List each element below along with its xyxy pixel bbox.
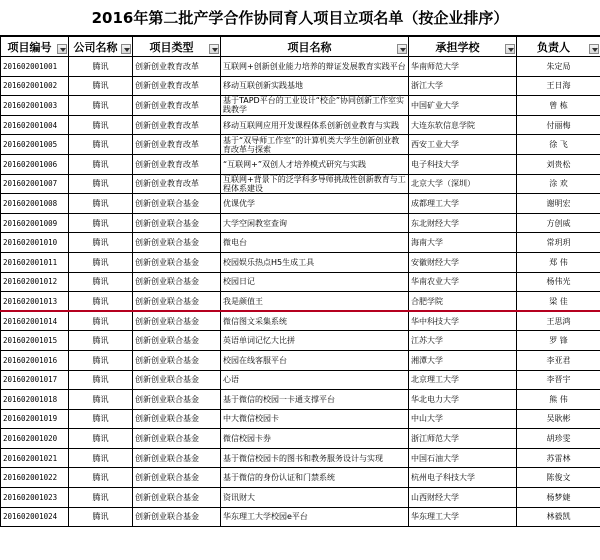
cell-project-name[interactable]: 心语 [221,370,409,390]
cell-project-name[interactable]: 校园日记 [221,272,409,292]
cell-project-name[interactable]: 移动互联创新实践基地 [221,76,409,96]
table-row[interactable] [1,135,600,155]
cell-school[interactable]: 海南大学 [409,233,517,253]
cell-leader[interactable]: 林毅凯 [517,507,600,527]
cell-school[interactable]: 北京理工大学 [409,370,517,390]
cell-project-id[interactable]: 201602001022 [1,468,69,488]
cell-project-id[interactable]: 201602001016 [1,350,69,370]
cell-company[interactable]: 腾讯 [69,115,133,135]
cell-project-type[interactable]: 创新创业教育改革 [133,57,221,77]
cell-leader[interactable]: 徐 飞 [517,135,600,155]
cell-company[interactable]: 腾讯 [69,233,133,253]
cell-project-type[interactable]: 创新创业教育改革 [133,76,221,96]
cell-company[interactable]: 腾讯 [69,96,133,116]
cell-project-id[interactable]: 201602001001 [1,57,69,77]
cell-project-name[interactable]: 基于微信的校园一卡通支撑平台 [221,390,409,410]
cell-company[interactable]: 腾讯 [69,350,133,370]
cell-project-type[interactable]: 创新创业联合基金 [133,272,221,292]
column-header-school [409,37,517,57]
table-row[interactable] [1,292,600,312]
cell-project-name[interactable]: 优课优学 [221,194,409,214]
cell-project-name[interactable]: 我是颜值王 [221,292,409,312]
cell-company[interactable]: 腾讯 [69,292,133,312]
cell-leader[interactable]: 常玥玥 [517,233,600,253]
cell-leader[interactable]: 熊 伟 [517,390,600,410]
cell-project-name[interactable]: 基于微信校园卡的图书和教务服务设计与实现 [221,448,409,468]
column-header-project-id [1,37,69,57]
cell-leader[interactable]: 李晋宇 [517,370,600,390]
table-row[interactable] [1,272,600,292]
cell-leader[interactable]: 杨伟光 [517,272,600,292]
cell-project-name[interactable]: 大学空闲教室查询 [221,213,409,233]
cell-project-type[interactable]: 创新创业联合基金 [133,194,221,214]
cell-leader[interactable]: 王日海 [517,76,600,96]
cell-project-id[interactable]: 201602001010 [1,233,69,253]
cell-project-type[interactable]: 创新创业联合基金 [133,213,221,233]
column-header-label: 项目编号 [7,40,52,54]
cell-project-id[interactable]: 201602001015 [1,331,69,351]
cell-school[interactable]: 西安工业大学 [409,135,517,155]
cell-project-type[interactable]: 创新创业联合基金 [133,292,221,312]
cell-company[interactable]: 腾讯 [69,174,133,194]
cell-project-name[interactable]: 互联网+背景下的泛学科多导师挑战性创新教育与工程体系建设 [221,174,409,194]
cell-project-type[interactable]: 创新创业教育改革 [133,115,221,135]
filter-dropdown-icon[interactable] [505,44,515,54]
cell-school[interactable]: 华东理工大学 [409,507,517,527]
cell-project-name[interactable]: 微信图文采集系统 [221,311,409,331]
cell-project-name[interactable]: 中大微信校园卡 [221,409,409,429]
cell-leader[interactable]: 李亚君 [517,350,600,370]
cell-project-id[interactable]: 201602001009 [1,213,69,233]
cell-project-type[interactable]: 创新创业联合基金 [133,507,221,527]
cell-project-id[interactable]: 201602001014 [1,311,69,331]
cell-school[interactable]: 中国矿业大学 [409,96,517,116]
cell-project-name[interactable]: 资讯财大 [221,488,409,508]
cell-project-name[interactable]: 基于“双导师工作室”的计算机类大学生创新创业教育改革与探索 [221,135,409,155]
cell-school[interactable]: 电子科技大学 [409,154,517,174]
table-row[interactable] [1,350,600,370]
table-row[interactable] [1,488,600,508]
filter-dropdown-icon[interactable] [589,44,599,54]
cell-leader[interactable]: 谢明宏 [517,194,600,214]
header-row [1,37,600,57]
cell-project-id[interactable]: 201602001008 [1,194,69,214]
cell-project-type[interactable]: 创新创业教育改革 [133,174,221,194]
cell-project-name[interactable]: 互联网+创新创业能力培养的辩证发展教育实践平台 [221,57,409,77]
cell-leader[interactable]: 胡珍雯 [517,429,600,449]
cell-leader[interactable]: 罗 锋 [517,331,600,351]
cell-company[interactable]: 腾讯 [69,448,133,468]
cell-company[interactable]: 腾讯 [69,507,133,527]
cell-project-type[interactable]: 创新创业联合基金 [133,331,221,351]
cell-leader[interactable]: 曾 栋 [517,96,600,116]
cell-project-name[interactable]: “互联网+”双创人才培养模式研究与实践 [221,154,409,174]
cell-school[interactable]: 中山大学 [409,409,517,429]
filter-dropdown-icon[interactable] [121,44,131,54]
cell-project-name[interactable]: 微信校园卡券 [221,429,409,449]
table-row[interactable] [1,57,600,77]
cell-project-id[interactable]: 201602001024 [1,507,69,527]
cell-project-id[interactable]: 201602001019 [1,409,69,429]
cell-project-name[interactable]: 校园在线客服平台 [221,350,409,370]
cell-school[interactable]: 湘潭大学 [409,350,517,370]
cell-project-type[interactable]: 创新创业联合基金 [133,429,221,449]
cell-project-id[interactable]: 201602001020 [1,429,69,449]
cell-project-type[interactable]: 创新创业联合基金 [133,390,221,410]
cell-project-name[interactable]: 移动互联网应用开发课程体系创新创业教育与实践 [221,115,409,135]
cell-school[interactable]: 华南师范大学 [409,57,517,77]
cell-company[interactable]: 腾讯 [69,488,133,508]
table-row[interactable] [1,507,600,527]
sheet-title: 2016年第二批产学合作协同育人项目立项名单（按企业排序） [0,0,600,36]
column-header-project-type [133,37,221,57]
cell-project-id[interactable]: 201602001006 [1,154,69,174]
cell-project-type[interactable]: 创新创业联合基金 [133,448,221,468]
cell-school[interactable]: 浙江大学 [409,76,517,96]
table-row[interactable] [1,252,600,272]
cell-project-type[interactable]: 创新创业联合基金 [133,370,221,390]
cell-company[interactable]: 腾讯 [69,429,133,449]
table-row[interactable] [1,213,600,233]
cell-project-id[interactable]: 201602001017 [1,370,69,390]
cell-school[interactable]: 华中科技大学 [409,311,517,331]
cell-company[interactable]: 腾讯 [69,331,133,351]
cell-school[interactable]: 大连东软信息学院 [409,115,517,135]
cell-school[interactable]: 东北财经大学 [409,213,517,233]
table-row[interactable] [1,468,600,488]
cell-company[interactable]: 腾讯 [69,468,133,488]
cell-project-id[interactable]: 201602001013 [1,292,69,312]
table-row[interactable] [1,154,600,174]
cell-school[interactable]: 成都理工大学 [409,194,517,214]
table-row[interactable] [1,429,600,449]
filter-dropdown-icon[interactable] [397,44,407,54]
table-row[interactable] [1,370,600,390]
table-row[interactable] [1,233,600,253]
cell-school[interactable]: 北京大学（深圳） [409,174,517,194]
table-row[interactable] [1,76,600,96]
cell-project-name[interactable]: 基于微信的身份认证和门禁系统 [221,468,409,488]
cell-leader[interactable]: 苏雷林 [517,448,600,468]
cell-school[interactable]: 浙江师范大学 [409,429,517,449]
filter-dropdown-icon[interactable] [57,44,67,54]
cell-project-id[interactable]: 201602001011 [1,252,69,272]
table-body [1,57,600,527]
cell-leader[interactable]: 方创威 [517,213,600,233]
cell-school[interactable]: 杭州电子科技大学 [409,468,517,488]
cell-leader[interactable]: 郑 伟 [517,252,600,272]
cell-project-type[interactable]: 创新创业联合基金 [133,409,221,429]
cell-project-name[interactable]: 微电台 [221,233,409,253]
cell-company[interactable]: 腾讯 [69,154,133,174]
cell-project-id[interactable]: 201602001005 [1,135,69,155]
cell-project-type[interactable]: 创新创业联合基金 [133,468,221,488]
cell-project-name[interactable]: 华东理工大学校园e平台 [221,507,409,527]
cell-project-type[interactable]: 创新创业联合基金 [133,311,221,331]
cell-project-type[interactable]: 创新创业教育改革 [133,96,221,116]
column-header-leader [517,37,600,57]
table-row[interactable] [1,96,600,116]
cell-leader[interactable]: 朱定局 [517,57,600,77]
column-header-label: 负责人 [537,40,570,54]
cell-company[interactable]: 腾讯 [69,213,133,233]
cell-leader[interactable]: 吴耿彬 [517,409,600,429]
cell-school[interactable]: 山西财经大学 [409,488,517,508]
table-row[interactable] [1,115,600,135]
cell-project-type[interactable]: 创新创业联合基金 [133,252,221,272]
cell-project-id[interactable]: 201602001004 [1,115,69,135]
cell-project-name[interactable]: 校园娱乐热点H5生成工具 [221,252,409,272]
cell-company[interactable]: 腾讯 [69,370,133,390]
cell-project-type[interactable]: 创新创业教育改革 [133,135,221,155]
cell-leader[interactable]: 杨梦婕 [517,488,600,508]
table-row[interactable] [1,409,600,429]
filter-dropdown-icon[interactable] [209,44,219,54]
cell-school[interactable]: 合肥学院 [409,292,517,312]
cell-school[interactable]: 安徽财经大学 [409,252,517,272]
cell-leader[interactable]: 付丽梅 [517,115,600,135]
table-row[interactable] [1,331,600,351]
cell-leader[interactable]: 王思鸿 [517,311,600,331]
cell-company[interactable]: 腾讯 [69,409,133,429]
cell-company[interactable]: 腾讯 [69,135,133,155]
table-row[interactable] [1,174,600,194]
cell-leader[interactable]: 刘贵松 [517,154,600,174]
column-header-label: 公司名称 [73,40,118,54]
cell-leader[interactable]: 陈俊文 [517,468,600,488]
project-table [0,36,600,527]
cell-leader[interactable]: 涂 欢 [517,174,600,194]
cell-project-type[interactable]: 创新创业教育改革 [133,154,221,174]
column-header-label: 承担学校 [435,40,480,54]
cell-company[interactable]: 腾讯 [69,390,133,410]
column-header-label: 项目类型 [149,40,194,54]
cell-project-id[interactable]: 201602001002 [1,76,69,96]
table-row[interactable] [1,390,600,410]
cell-school[interactable]: 中国石油大学 [409,448,517,468]
cell-project-id[interactable]: 201602001018 [1,390,69,410]
cell-school[interactable]: 华北电力大学 [409,390,517,410]
cell-company[interactable]: 腾讯 [69,311,133,331]
cell-company[interactable]: 腾讯 [69,252,133,272]
column-header-project-name [221,37,409,57]
cell-school[interactable]: 江苏大学 [409,331,517,351]
cell-company[interactable]: 腾讯 [69,194,133,214]
column-header-company [69,37,133,57]
cell-project-type[interactable]: 创新创业联合基金 [133,350,221,370]
column-header-label: 项目名称 [287,40,332,54]
cell-school[interactable]: 华南农业大学 [409,272,517,292]
cell-project-name[interactable]: 基于TAPD平台的工业设计“校企”协同创新工作室实践教学 [221,96,409,116]
cell-company[interactable]: 腾讯 [69,57,133,77]
cell-project-type[interactable]: 创新创业联合基金 [133,233,221,253]
table-row[interactable] [1,311,600,331]
table-row[interactable] [1,448,600,468]
cell-project-id[interactable]: 201602001012 [1,272,69,292]
cell-project-id[interactable]: 201602001023 [1,488,69,508]
cell-project-id[interactable]: 201602001021 [1,448,69,468]
cell-project-id[interactable]: 201602001003 [1,96,69,116]
cell-company[interactable]: 腾讯 [69,272,133,292]
cell-project-name[interactable]: 英语单词记忆大比拼 [221,331,409,351]
cell-project-id[interactable]: 201602001007 [1,174,69,194]
table-row[interactable] [1,194,600,214]
cell-project-type[interactable]: 创新创业联合基金 [133,488,221,508]
cell-leader[interactable]: 梁 佳 [517,292,600,312]
cell-company[interactable]: 腾讯 [69,76,133,96]
